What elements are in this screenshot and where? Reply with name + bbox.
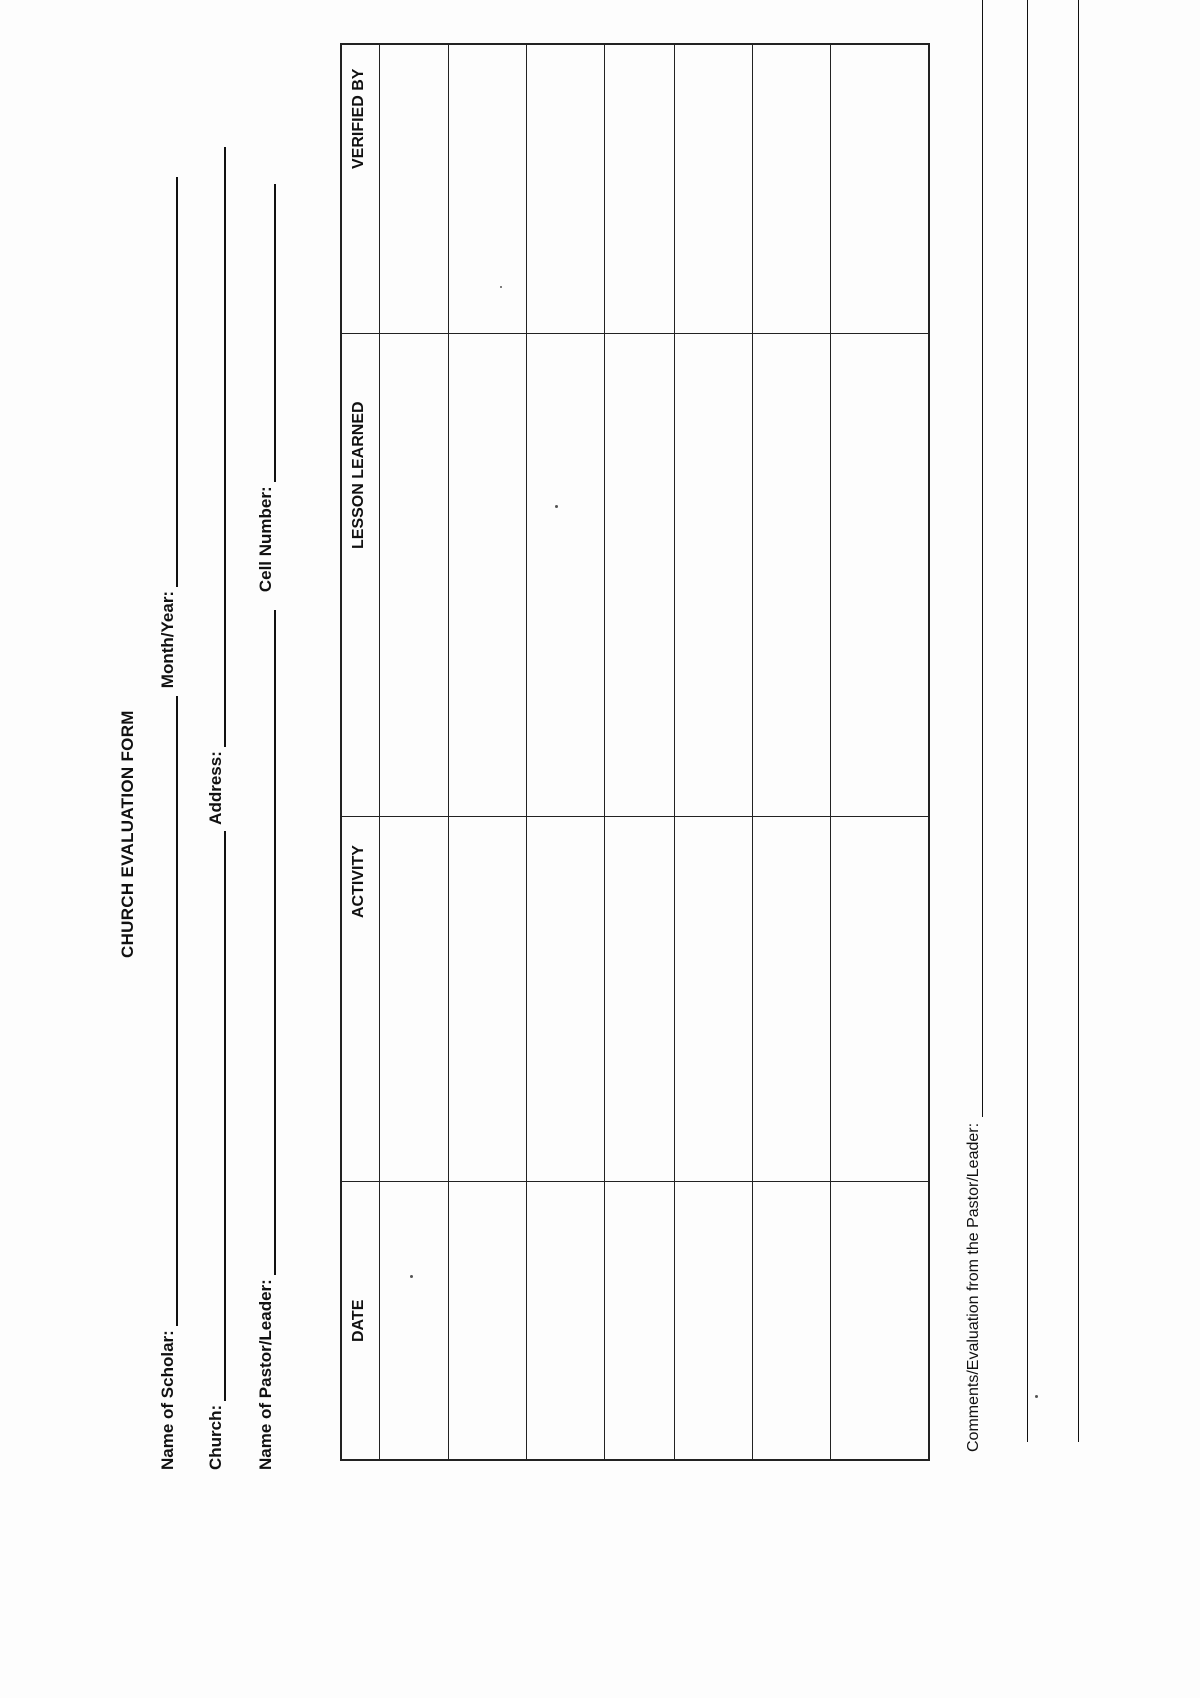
scan-speck [410, 1275, 413, 1278]
name-of-pastor-label: Name of Pastor/Leader: [256, 1279, 275, 1470]
column-header-verified-by: VERIFIED BY [350, 68, 367, 169]
row-divider [752, 45, 753, 1459]
scan-speck [555, 505, 558, 508]
month-year-input[interactable] [175, 177, 178, 587]
address-input[interactable] [223, 147, 226, 747]
name-of-scholar-label: Name of Scholar: [158, 1330, 177, 1470]
cell-number-input[interactable] [273, 184, 276, 482]
name-of-pastor-input[interactable] [273, 610, 276, 1275]
row-divider [674, 45, 675, 1459]
scan-speck [500, 286, 502, 288]
comments-input-line-1[interactable] [981, 0, 983, 1117]
header-row-2 [206, 147, 226, 1470]
month-year-label: Month/Year: [158, 590, 177, 689]
church-input[interactable] [223, 831, 226, 1401]
comments-row [965, 0, 983, 1452]
row-divider [830, 45, 831, 1459]
comments-label: Comments/Evaluation from the Pastor/Leader: [965, 1122, 982, 1452]
row-divider [448, 45, 449, 1459]
cell-number-label: Cell Number: [256, 486, 275, 593]
column-divider [342, 816, 928, 817]
comments-input-line-3[interactable] [1078, 0, 1079, 1442]
table-header [342, 45, 380, 1459]
address-label: Address: [206, 751, 225, 825]
comments-input-line-2[interactable] [1027, 0, 1028, 1442]
column-divider [342, 1181, 928, 1182]
form-title: CHURCH EVALUATION FORM [118, 710, 137, 958]
row-divider [604, 45, 605, 1459]
activity-table [340, 43, 930, 1461]
header-row-3 [256, 184, 276, 1470]
column-header-date: DATE [350, 1299, 367, 1342]
header-row-1 [158, 177, 178, 1470]
column-divider [342, 333, 928, 334]
name-of-scholar-input[interactable] [175, 696, 178, 1326]
church-label: Church: [206, 1404, 225, 1470]
scan-speck [1035, 1395, 1038, 1398]
column-header-activity: ACTIVITY [350, 845, 367, 918]
row-divider [526, 45, 527, 1459]
column-header-lesson-learned: LESSON LEARNED [350, 401, 367, 549]
